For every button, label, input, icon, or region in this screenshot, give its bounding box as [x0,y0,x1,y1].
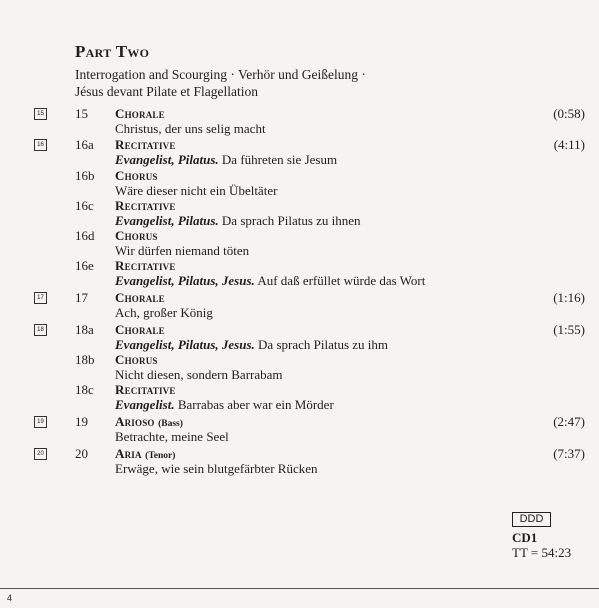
part-title: Part Two [75,42,150,61]
track-number-box: 19 [34,416,47,428]
subtitle-line-2: Jésus devant Pilate et Flagellation [75,84,258,99]
movement-text [115,367,283,382]
movement-type: Chorale [115,106,165,121]
movement-number: 16c [75,198,94,213]
movement-type: Chorus [115,352,158,367]
movement-title [115,168,158,183]
movement-title [115,290,165,305]
incipit: Betrachte, meine Seel [115,429,229,444]
duration: (2:47) [553,414,585,429]
speakers: Evangelist. [115,397,175,412]
movement-text [115,397,334,412]
movement-text [115,461,318,476]
movement-title [115,322,165,337]
movement-title [115,258,176,273]
movement-number: 16b [75,168,95,183]
total-time: TT = 54:23 [512,545,572,560]
duration: (1:55) [553,322,585,337]
movement-number: 19 [75,414,88,429]
voice-part: (Tenor) [145,451,176,461]
movement-type: Recitative [115,137,176,152]
page-number: 4 [7,593,13,603]
speakers: Evangelist, Pilatus. [115,152,219,167]
incipit: Da sprach Pilatus zu ihnen [221,213,361,228]
duration: (1:16) [553,290,585,305]
movement-title [115,137,176,152]
duration: (7:37) [553,446,585,461]
movement-number: 18c [75,382,94,397]
incipit: Auf daß erfüllet würde das Wort [257,273,426,288]
movement-title [115,106,165,121]
movement-type: Chorus [115,228,158,243]
movement-type: Aria [115,446,142,461]
speakers: Evangelist, Pilatus. [115,213,219,228]
duration: (0:58) [553,106,585,121]
movement-type: Chorale [115,290,165,305]
movement-type: Chorus [115,168,158,183]
subtitle-line-1: Interrogation and Scourging · Verhör und Geißelung · [75,67,366,82]
movement-number: 15 [75,106,88,121]
movement-text [115,213,361,228]
movement-type: Chorale [115,322,165,337]
movement-number: 20 [75,446,88,461]
speakers: Evangelist, Pilatus, Jesus. [115,337,255,352]
incipit: Wir dürfen niemand töten [115,243,250,258]
incipit: Barrabas aber war ein Mörder [177,397,334,412]
footer-rule [0,588,599,589]
track-number-box: 18 [34,324,47,336]
movement-number: 16a [75,137,94,152]
movement-type: Recitative [115,198,176,213]
movement-text [115,243,249,258]
track-number-box: 20 [34,448,47,460]
incipit: Ach, großer König [115,305,213,320]
movement-text [115,337,388,352]
movement-number: 17 [75,290,88,305]
ddd-badge: DDD [512,512,551,527]
incipit: Erwäge, wie sein blutgefärbter Rücken [115,461,318,476]
track-number-box: 17 [34,292,47,304]
movement-number: 18b [75,352,95,367]
movement-title [115,352,158,367]
movement-text [115,273,425,288]
movement-text [115,305,213,320]
incipit: Da sprach Pilatus zu ihm [258,337,389,352]
incipit: Wäre dieser nicht ein Übeltäter [115,183,278,198]
movement-title [115,228,158,243]
movement-number: 16d [75,228,95,243]
incipit: Nicht diesen, sondern Barrabam [115,367,283,382]
incipit: Christus, der uns selig macht [115,121,266,136]
movement-number: 18a [75,322,94,337]
movement-text [115,429,229,444]
movement-text [115,183,277,198]
movement-type: Arioso [115,414,155,429]
track-number-box: 16 [34,139,47,151]
duration: (4:11) [553,137,585,152]
cd-label: CD1 [512,530,538,545]
track-number-box: 15 [34,108,47,120]
movement-text [115,121,266,136]
movement-type: Recitative [115,382,176,397]
movement-number: 16e [75,258,94,273]
incipit: Da führeten sie Jesum [221,152,338,167]
movement-type: Recitative [115,258,176,273]
speakers: Evangelist, Pilatus, Jesus. [115,273,255,288]
voice-part: (Bass) [158,419,183,429]
movement-title [115,198,176,213]
movement-text [115,152,337,167]
movement-title [115,382,176,397]
